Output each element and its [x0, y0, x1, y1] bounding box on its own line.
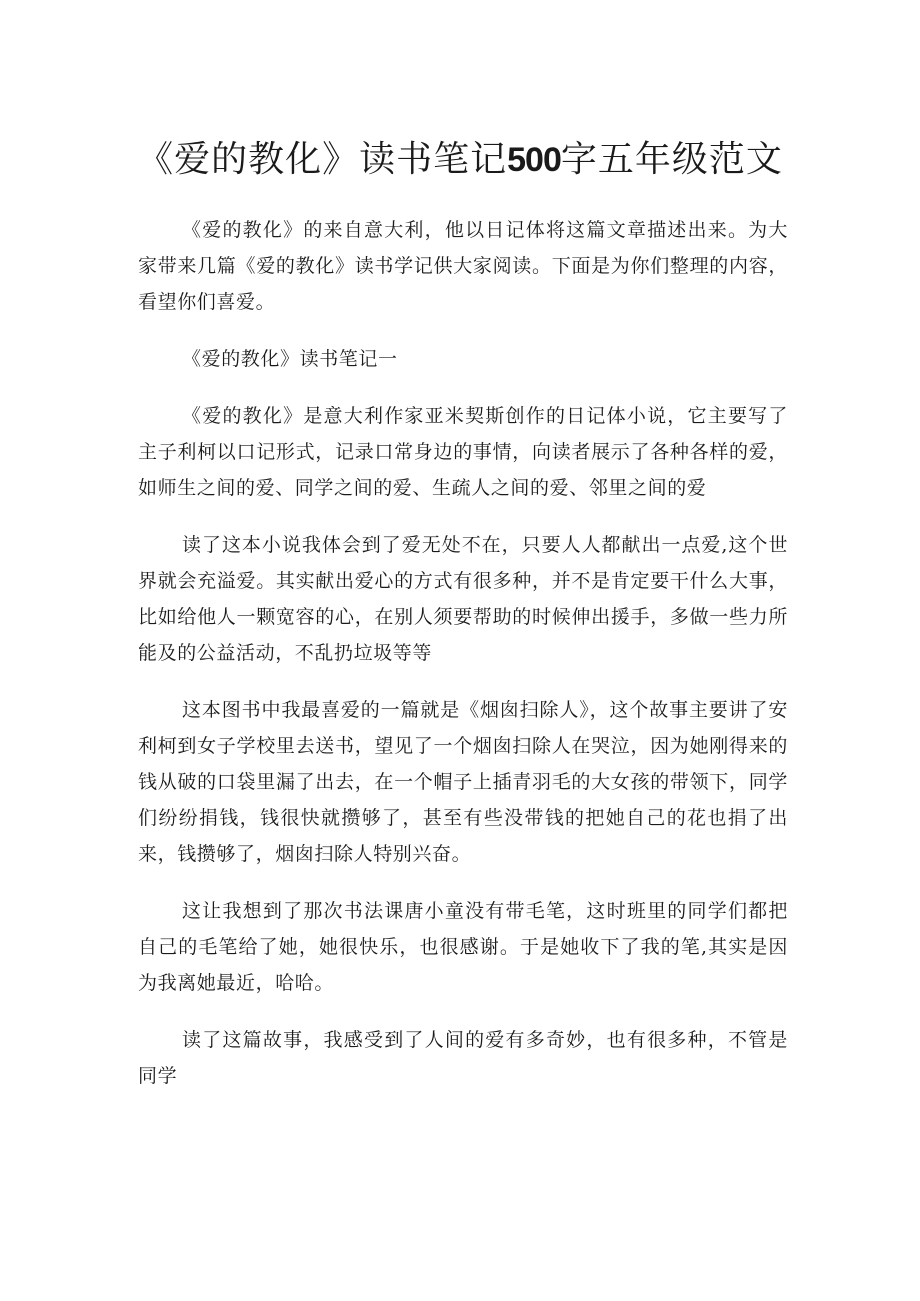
title-word-count: 500: [507, 141, 561, 179]
document-title: [0, 134, 920, 186]
document-body: [138, 212, 788, 1115]
paragraph-favorite-story: 这本图书中我最喜爱的一篇就是《烟囱扫除人》，这个故事主要讲了安利柯到女子学校里去送书，望见了一个烟囱扫除人在哭泣，因为她刚得来的钱从破的口袋里漏了出去，在一个帽子上插青羽毛的大女孩的带领下，同学们纷纷捐钱，钱很快就攒够了，甚至有些没带钱的把她自己的花也捐了出来，钱攒够了，烟囱扫除人特别兴奋。: [138, 699, 788, 865]
paragraph-intro: 《爱的教化》的来自意大利，他以日记体将这篇文章描述出来。为大家带来几篇《爱的教化》读书学记供大家阅读。下面是为你们整理的内容，看望你们喜爱。: [138, 219, 788, 313]
paragraph-reflection: 读了这本小说我体会到了爱无处不在，只要人人都献出一点爱,这个世界就会充溢爱。其实献出爱心的方式有很多种，并不是肯定要干什么大事，比如给他人一颗宽容的心，在别人须要帮助的时候伸出援手，多做一些力所能及的公益活动，不乱扔垃圾等等: [138, 534, 788, 664]
paragraph-conclusion: 读了这篇故事，我感受到了人间的爱有多奇妙，也有很多种，不管是同学: [138, 1029, 788, 1087]
title-text-suffix: 字五年级范文: [560, 139, 783, 180]
paragraph-personal-story: 这让我想到了那次书法课唐小童没有带毛笔，这时班里的同学们都把自己的毛笔给了她，她很快乐，也很感谢。于是她收下了我的笔,其实是因为我离她最近，哈哈。: [138, 900, 788, 994]
title-text-prefix: 《爱的教化》读书笔记: [137, 139, 508, 180]
paragraph-book-summary: 《爱的教化》是意大利作家亚米契斯创作的日记体小说，它主要写了主子利柯以口记形式，记录口常身边的事情，向读者展示了各种各样的爱，如师生之间的爱、同学之间的爱、生疏人之间的爱、邻里之间的爱: [138, 405, 788, 499]
section-heading: 《爱的教化》读书笔记一: [182, 348, 398, 370]
